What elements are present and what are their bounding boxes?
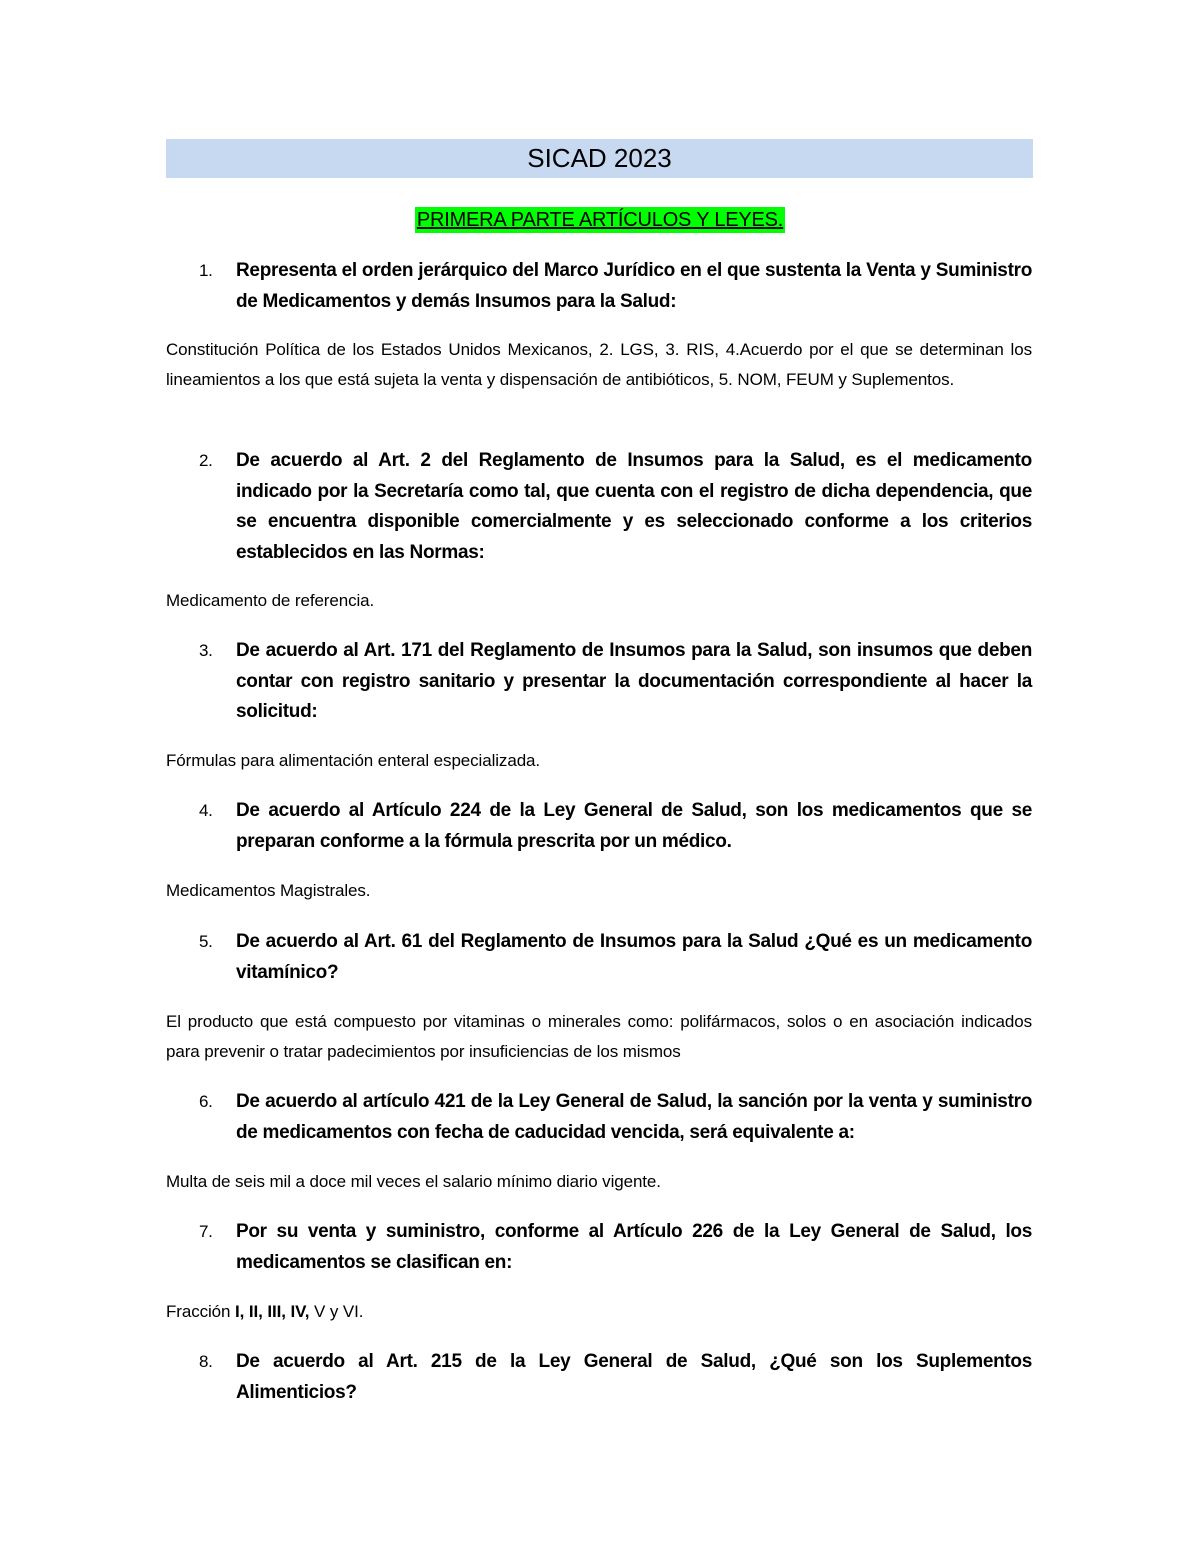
question-number: 4. xyxy=(199,801,213,820)
answer-4: Medicamentos Magistrales. xyxy=(166,881,371,900)
question-text: Por su venta y suministro, conforme al Artículo 226 de la Ley General de Salud, los medicamentos se clasifican en: xyxy=(236,1221,1032,1273)
answer-5: El producto que está compuesto por vitaminas o minerales como: polifármacos, solos o en asociación indicados para prevenir o tratar padecimientos por insuficiencias de los mismos xyxy=(166,1012,1032,1061)
answer-2: Medicamento de referencia. xyxy=(166,591,375,610)
question-6 xyxy=(199,1087,1032,1148)
question-text: De acuerdo al Art. 215 de la Ley General de Salud, ¿Qué son los Suplementos Alimenticios? xyxy=(236,1351,1032,1403)
question-number: 3. xyxy=(199,641,213,660)
answer-6: Multa de seis mil a doce mil veces el salario mínimo diario vigente. xyxy=(166,1172,661,1191)
question-number: 2. xyxy=(199,451,213,470)
question-text: Representa el orden jerárquico del Marco Jurídico en el que sustenta la Venta y Suministro de Medicamentos y demás Insumos para la Salud: xyxy=(236,260,1032,312)
question-number: 1. xyxy=(199,261,213,280)
page-title: SICAD 2023 xyxy=(166,139,1033,178)
question-1 xyxy=(199,256,1032,317)
question-3 xyxy=(199,636,1032,728)
question-text: De acuerdo al artículo 421 de la Ley General de Salud, la sanción por la venta y suministro de medicamentos con fecha de caducidad vencida, será equivalente a: xyxy=(236,1091,1032,1143)
question-text: De acuerdo al Art. 61 del Reglamento de Insumos para la Salud ¿Qué es un medicamento vitamínico? xyxy=(236,931,1032,983)
question-text: De acuerdo al Art. 171 del Reglamento de Insumos para la Salud, son insumos que deben contar con registro sanitario y presentar la documentación correspondiente al hacer la solicitud: xyxy=(236,640,1032,722)
answer-1: Constitución Política de los Estados Unidos Mexicanos, 2. LGS, 3. RIS, 4.Acuerdo por el que se determinan los lineamientos a los que está sujeta la venta y dispensación de antibióticos, 5. NOM, FEUM y Suplementos. xyxy=(166,340,1032,389)
answer-prefix: Fracción xyxy=(166,1302,236,1321)
answer-suffix: V y VI. xyxy=(309,1302,364,1321)
question-5 xyxy=(199,927,1032,988)
question-text: De acuerdo al Artículo 224 de la Ley General de Salud, son los medicamentos que se preparan conforme a la fórmula prescrita por un médico. xyxy=(236,800,1032,852)
question-4 xyxy=(199,796,1032,857)
answer-3: Fórmulas para alimentación enteral especializada. xyxy=(166,751,541,770)
question-7 xyxy=(199,1217,1032,1278)
answer-bold: I, II, III, IV, xyxy=(235,1302,310,1321)
section-heading-text: PRIMERA PARTE ARTÍCULOS Y LEYES. xyxy=(416,209,784,231)
question-8 xyxy=(199,1347,1032,1408)
answer-7 xyxy=(166,1297,1032,1327)
question-number: 7. xyxy=(199,1222,213,1241)
question-number: 8. xyxy=(199,1352,213,1371)
section-heading xyxy=(0,205,1200,235)
question-text: De acuerdo al Art. 2 del Reglamento de Insumos para la Salud, es el medicamento indicado por la Secretaría como tal, que cuenta con el registro de dicha dependencia, que se encuentra disponible comercialmente y es seleccionado conforme a los criterios establecidos en las Normas: xyxy=(236,450,1032,563)
question-number: 5. xyxy=(199,932,213,951)
question-2 xyxy=(199,446,1032,568)
question-number: 6. xyxy=(199,1092,213,1111)
